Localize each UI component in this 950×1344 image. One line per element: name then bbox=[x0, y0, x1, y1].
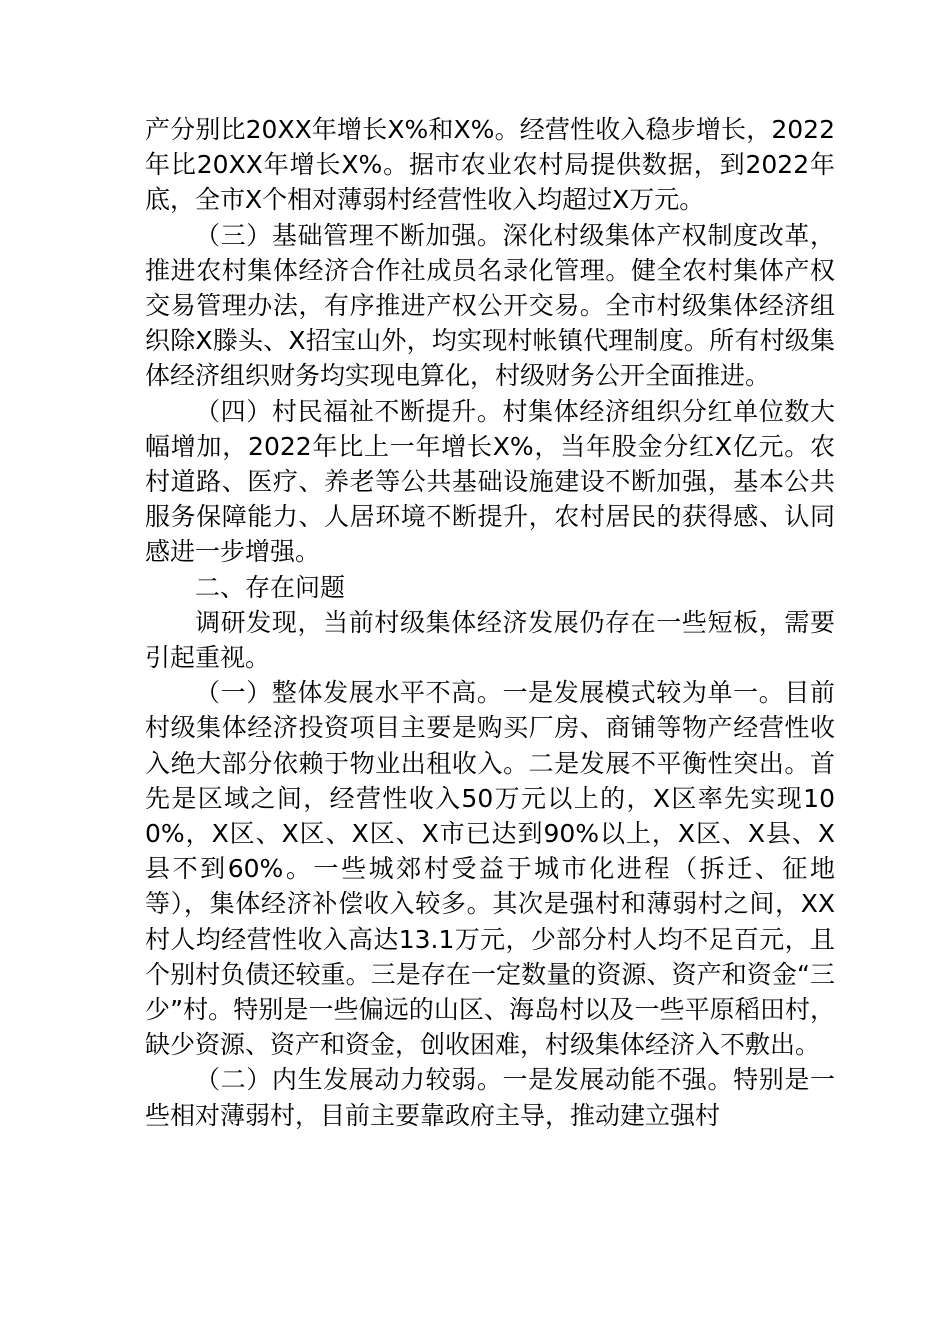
paragraph-villager-welfare: （四）村民福祉不断提升。村集体经济组织分红单位数大幅增加，2022年比上一年增长X%，当年股金分红X亿元。农村道路、医疗、养老等公共基础设施建设不断加强，基本公共服务保障能力、人居环境不断提升，农村居民的获得感、认同感进一步增强。 bbox=[145, 396, 835, 567]
document-body bbox=[145, 112, 835, 1133]
section-heading-existing-problems: 二、存在问题 bbox=[195, 572, 346, 602]
paragraph-basic-management: （三）基础管理不断加强。深化村级集体产权制度改革，推进农村集体经济合作社成员名录化管理。健全农村集体产权交易管理办法，有序推进产权公开交易。全市村级集体经济组织除X滕头、X招宝山外，均实现村帐镇代理制度。所有村级集体经济组织财务均实现电算化，村级财务公开全面推进。 bbox=[145, 220, 835, 391]
paragraph-income-growth: 产分别比20XX年增长X%和X%。经营性收入稳步增长，2022年比20XX年增长X%。据市农业农村局提供数据，到2022年底，全市X个相对薄弱村经营性收入均超过X万元。 bbox=[145, 115, 835, 215]
paragraph-internal-momentum: （二）内生发展动力较弱。一是发展动能不强。特别是一些相对薄弱村，目前主要靠政府主导，推动建立强村 bbox=[145, 1065, 835, 1130]
paragraph-survey-findings: 调研发现，当前村级集体经济发展仍存在一些短板，需要引起重视。 bbox=[145, 607, 835, 673]
paragraph-development-level: （一）整体发展水平不高。一是发展模式较为单一。目前村级集体经济投资项目主要是购买厂房、商铺等物产经营性收入绝大部分依赖于物业出租收入。二是发展不平衡性突出。首先是区域之间，经营性收入50万元以上的，X区率先实现100%，X区、X区、X区、X市已达到90%以上，X区、X县、X县不到60%。一些城郊村受益于城市化进程（拆迁、征地等），集体经济补偿收入较多。其次是强村和薄弱村之间，XX村人均经营性收入高达13.1万元，少部分村人均不足百元，且个别村负债还较重。三是存在一定数量的资源、资产和资金“三少”村。特别是一些偏远的山区、海岛村以及一些平原稻田村，缺少资源、资产和资金，创收困难，村级集体经济入不敷出。 bbox=[145, 678, 835, 1060]
